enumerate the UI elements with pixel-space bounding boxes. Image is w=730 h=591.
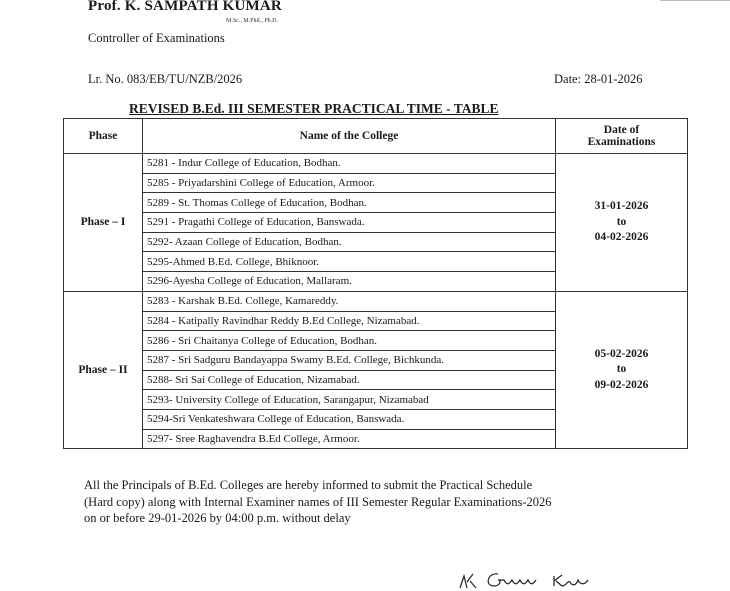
exam-dates-cell xyxy=(556,291,688,449)
timetable-header-row xyxy=(64,119,688,154)
col-header-dates xyxy=(556,119,688,154)
college-cell: 5291 - Pragathi College of Education, Banswada. xyxy=(143,213,556,233)
phase-cell: Phase – I xyxy=(64,154,143,292)
col-header-phase: Phase xyxy=(64,119,143,154)
notice-line: on or before 29-01-2026 by 04:00 p.m. without delay xyxy=(84,511,351,525)
signature xyxy=(458,568,598,591)
college-cell: 5285 - Priyadarshini College of Education, Armoor. xyxy=(143,173,556,193)
college-cell: 5295-Ahmed B.Ed. College, Bhiknoor. xyxy=(143,252,556,272)
college-cell: 5286 - Sri Chaitanya College of Education, Bodhan. xyxy=(143,331,556,351)
notice-line: All the Principals of B.Ed. Colleges are hereby informed to submit the Practical Schedule xyxy=(84,478,533,492)
date-from: 05-02-2026 xyxy=(594,347,649,360)
date-to-word: to xyxy=(616,363,627,376)
college-cell: 5288- Sri Sai College of Education, Nizamabad. xyxy=(143,370,556,390)
exam-dates-cell xyxy=(556,154,688,292)
college-cell: 5292- Azaan College of Education, Bodhan. xyxy=(143,232,556,252)
college-cell: 5296-Ayesha College of Education, Mallaram. xyxy=(143,272,556,292)
col-header-dates-text: Date of Examinations xyxy=(587,124,656,148)
college-cell: 5287 - Sri Sadguru Bandayappa Swamy B.Ed. College, Bichkunda. xyxy=(143,350,556,370)
table-row xyxy=(64,291,688,311)
college-cell: 5281 - Indur College of Education, Bodhan. xyxy=(143,154,556,174)
notice-line: (Hard copy) along with Internal Examiner names of III Semester Regular Examinations-2026 xyxy=(84,494,552,509)
notice-paragraph xyxy=(84,477,704,527)
date-to-word: to xyxy=(616,215,627,228)
college-cell: 5293- University College of Education, Sarangapur, Nizamabad xyxy=(143,390,556,410)
college-cell: 5294-Sri Venkateshwara College of Education, Banswada. xyxy=(143,409,556,429)
document-title: REVISED B.Ed. III SEMESTER PRACTICAL TIME - TABLE xyxy=(129,101,499,116)
col-header-college: Name of the College xyxy=(143,119,556,154)
controller-designation: Controller of Examinations xyxy=(88,31,225,45)
date-from: 31-01-2026 xyxy=(594,200,649,213)
table-row xyxy=(64,154,688,174)
controller-name: Prof. K. SAMPATH KUMAR xyxy=(88,0,282,14)
college-cell: 5289 - St. Thomas College of Education, Bodhan. xyxy=(143,193,556,213)
college-cell: 5297- Sree Raghavendra B.Ed College, Armoor. xyxy=(143,429,556,449)
timetable xyxy=(63,118,688,449)
college-cell: 5284 - Katipally Ravindhar Reddy B.Ed College, Nizamabad. xyxy=(143,311,556,331)
college-cell: 5283 - Karshak B.Ed. College, Kamareddy. xyxy=(143,291,556,311)
corner-decoration xyxy=(660,0,730,15)
controller-qualifications: M.Sc., M.Phil., Ph.D. xyxy=(226,18,279,24)
date-to: 09-02-2026 xyxy=(594,378,649,391)
letter-number: Lr. No. 083/EB/TU/NZB/2026 xyxy=(88,72,243,86)
phase-cell: Phase – II xyxy=(64,291,143,449)
letter-date: Date: 28-01-2026 xyxy=(554,72,643,86)
date-to: 04-02-2026 xyxy=(594,231,649,244)
